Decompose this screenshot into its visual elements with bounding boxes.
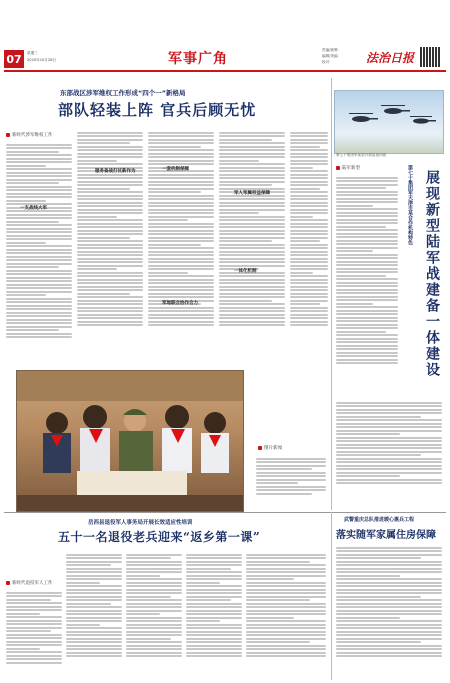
bottom-article-kicker: 岳西县退役军人事务局开展长效适应性培训 [88,520,193,526]
date-line: 星期三 [27,51,38,55]
right-photo-caption: 第七十集团军某旅开展装备训练 [336,153,387,157]
column-tag-icon [6,133,10,137]
right-vertical-kicker: 第七十集团军天津市某合作机构特色 [407,165,413,245]
bottom-col-4 [186,552,242,678]
page-number: 07 [4,50,24,68]
bottom-right-headline: 落实随军家属住房保障 [336,530,436,541]
top-column-tag [6,132,53,138]
subhead-3: 一套机制保障 [162,167,189,172]
photo-news-caption [256,456,326,506]
date-line-2: 2020年10月28日 [27,58,57,62]
subhead-2: 服务备战打仗新作为 [95,169,136,174]
right-col-text-1 [336,175,398,397]
paper-name: 法治日报 [366,51,415,65]
editor-line-3: 校对： [322,60,333,64]
bottom-col-1 [6,590,62,678]
middle-photo [16,370,244,512]
top-col-1 [6,142,72,364]
bottom-right-divider [331,512,332,680]
right-column-tag-text: 陆军新型 [342,166,360,171]
students-with-veteran-illustration [17,371,243,511]
top-article-headline: 部队轻装上阵 官兵后顾无忧 [58,101,257,119]
right-column-tag [336,165,360,171]
top-article-kicker: 东部战区涉军维权工作形成“四个一”新格局 [60,89,186,97]
right-column-divider [331,78,332,510]
right-vertical-headline: 展现新型陆军战建备一体建设 [424,170,440,378]
header-rule [4,70,446,72]
qr-code [420,47,440,67]
subhead-4: 军人军属权益保障 [234,191,270,196]
column-tag-text: 新时代涉军维权工作 [12,133,53,138]
top-col-4 [219,130,285,364]
photo-news-tag-text: 图片新闻 [264,446,282,451]
section-title: 军事广角 [168,51,228,67]
middle-rule [4,512,446,513]
subhead-6: 军地联合协作合力 [162,301,198,306]
subhead-5: 一体化机制 [234,269,257,274]
right-photo [334,90,444,154]
right-col-text-2 [336,400,442,500]
top-col-2 [77,130,143,364]
bottom-col-3 [126,552,182,678]
editor-line-2: 编辑/美编： [322,54,342,58]
bottom-column-tag [6,580,53,586]
column-tag-icon [6,581,10,585]
bottom-col-5 [246,552,326,678]
helicopters-illustration [335,91,443,153]
bottom-column-tag-text: 新时代退役军人工作 [12,581,53,586]
column-tag-icon [336,166,340,170]
editor-line-1: 责编/统筹： [322,48,342,52]
bottom-right-text [336,545,442,678]
bottom-col-2 [66,552,122,678]
bottom-article-headline: 五十一名退役老兵迎来“返乡第一课” [58,530,261,544]
bottom-right-kicker: 武警重庆总队推进暖心惠兵工程 [344,517,415,523]
subhead-1: 一支战线大军 [20,206,47,211]
photo-news-tag [258,445,282,451]
top-col-5 [290,130,328,364]
photo-news-icon [258,446,262,450]
